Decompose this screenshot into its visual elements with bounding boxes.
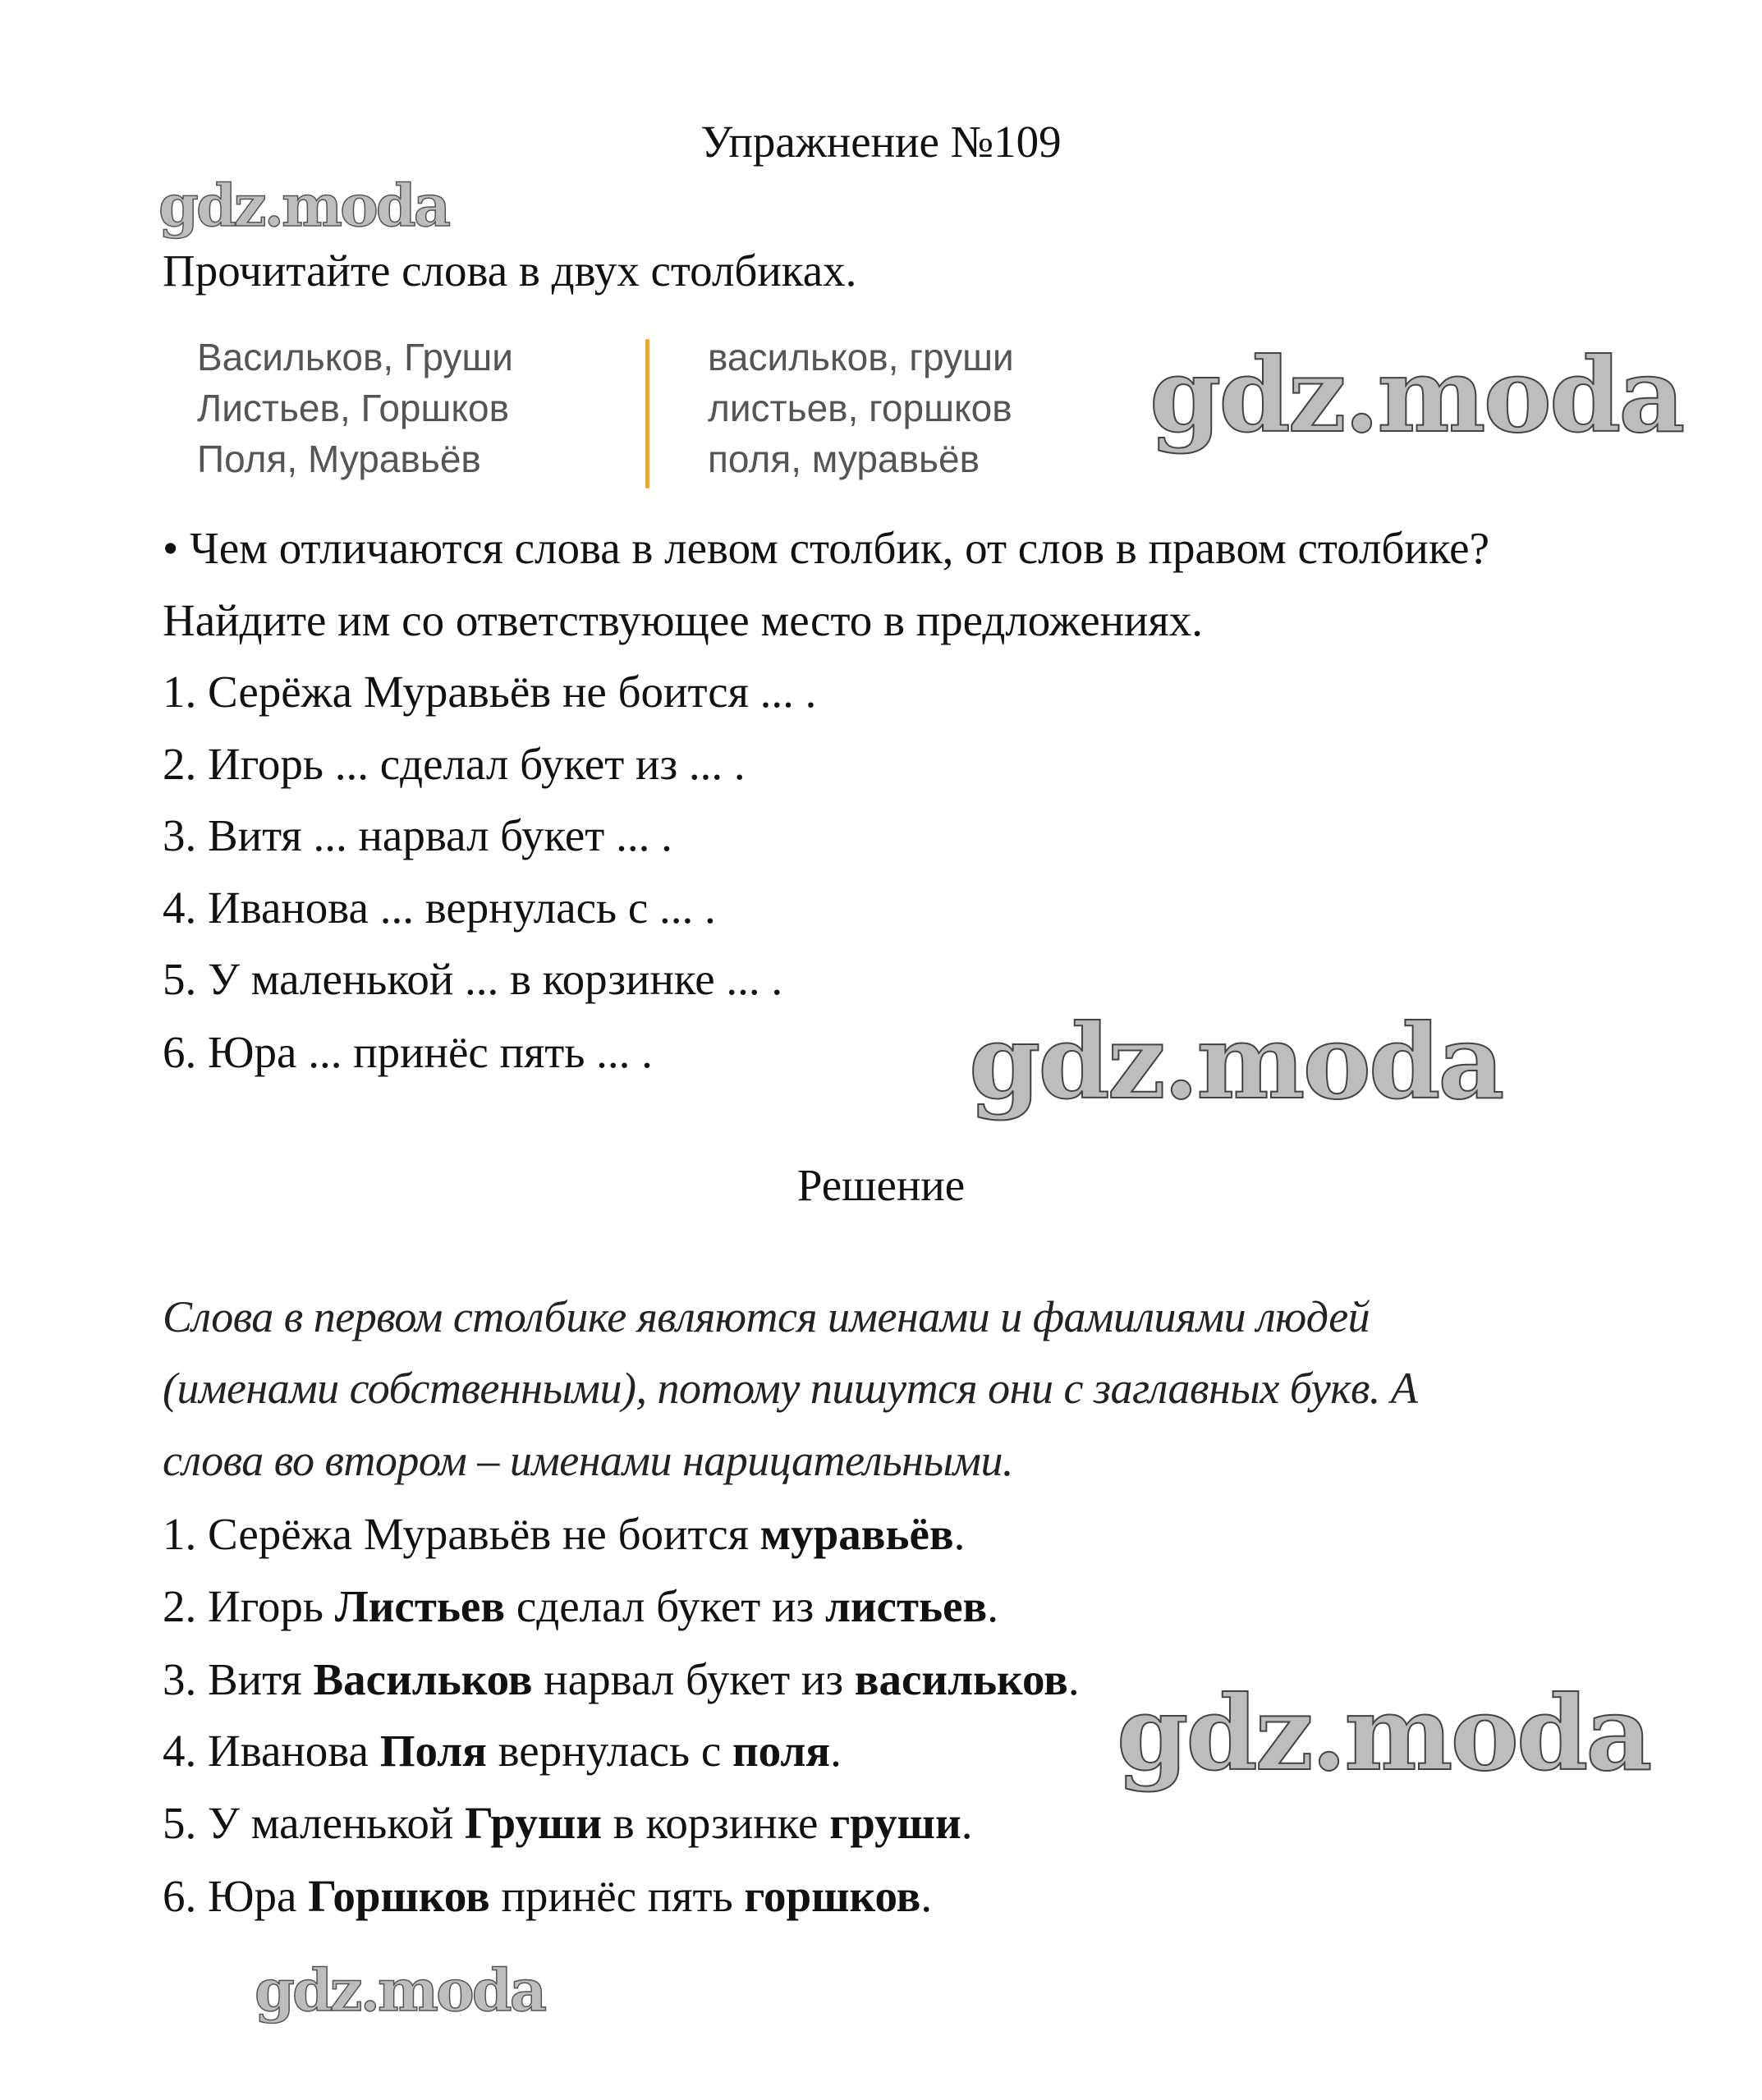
answer-word: Поля xyxy=(379,1726,487,1776)
instruction: Прочитайте слова в двух столбиках. xyxy=(163,245,857,296)
solution-heading: Решение xyxy=(796,1160,966,1210)
answer-line xyxy=(163,1651,1080,1708)
explanation-line: Слова в первом столбике являются именами и фамилиями людей xyxy=(163,1292,1370,1341)
answer-text: . xyxy=(987,1581,998,1631)
answer-word: Васильков xyxy=(313,1654,533,1704)
task: Найдите им со ответствующее место в предложениях. xyxy=(163,595,1204,645)
answer-text: 6. Юра xyxy=(163,1871,309,1921)
answer-word: груши xyxy=(829,1798,961,1848)
watermark: gdz.moda xyxy=(255,1956,545,2024)
answer-text: . xyxy=(953,1509,966,1559)
exercise-title: Упражнение №109 xyxy=(700,117,1062,167)
explanation-line: (именами собственными), потому пишутся они с заглавных букв. А xyxy=(163,1364,1418,1413)
word-row: Листьев, Горшков xyxy=(197,387,510,429)
answer-text: в корзинке xyxy=(602,1798,830,1848)
sentence: 3. Витя ... нарвал букет ... . xyxy=(163,810,672,860)
answer-word: Груши xyxy=(465,1798,603,1848)
right-word-column xyxy=(708,332,1014,484)
word-row: васильков, груши xyxy=(708,336,1014,378)
answer-line xyxy=(163,1506,965,1563)
answer-word: муравьёв xyxy=(759,1509,954,1559)
answer-text: 2. Игорь xyxy=(163,1581,335,1631)
answer-word: васильков xyxy=(854,1654,1068,1704)
answer-line xyxy=(163,1578,998,1635)
answer-word: горшков xyxy=(744,1871,921,1921)
answer-line xyxy=(163,1868,932,1925)
answer-text: . xyxy=(1067,1654,1080,1704)
answer-text: принёс пять xyxy=(489,1871,745,1921)
sentence: 1. Серёжа Муравьёв не боится ... . xyxy=(163,667,817,717)
explanation-line: слова во втором – именами нарицательными. xyxy=(163,1436,1014,1485)
watermark: gdz.moda xyxy=(969,1002,1503,1122)
word-row: Поля, Муравьёв xyxy=(197,438,481,480)
watermark: gdz.moda xyxy=(1149,336,1683,456)
question: • Чем отличаются слова в левом столбик, от слов в правом столбике? xyxy=(163,523,1490,573)
word-row: листьев, горшков xyxy=(708,387,1012,429)
answer-text: 5. У маленькой xyxy=(163,1798,466,1848)
answer-word: Горшков xyxy=(308,1871,490,1921)
sentence: 2. Игорь ... сделал букет из ... . xyxy=(163,739,746,789)
word-row: Васильков, Груши xyxy=(197,336,513,378)
sentence: 6. Юра ... принёс пять ... . xyxy=(163,1027,653,1077)
answer-text: . xyxy=(961,1798,973,1848)
sentence: 5. У маленькой ... в корзинке ... . xyxy=(163,954,783,1004)
answer-word: Листьев xyxy=(334,1581,506,1631)
answer-text: . xyxy=(920,1871,933,1921)
answer-text: 4. Иванова xyxy=(163,1726,380,1776)
left-word-column xyxy=(197,332,513,484)
answer-text: 3. Витя xyxy=(163,1654,314,1704)
watermark: gdz.moda xyxy=(1117,1674,1650,1794)
answer-line xyxy=(163,1795,972,1852)
answer-text: . xyxy=(830,1726,842,1776)
answer-text: нарвал букет из xyxy=(532,1654,855,1704)
answer-word: поля xyxy=(732,1726,831,1776)
answer-word: листьев xyxy=(825,1581,988,1631)
answer-text: вернулась с xyxy=(486,1726,732,1776)
answer-line xyxy=(163,1722,842,1780)
answer-text: сделал букет из xyxy=(505,1581,826,1631)
sentence: 4. Иванова ... вернулась с ... . xyxy=(163,883,716,933)
answer-text: 1. Серёжа Муравьёв не боится xyxy=(163,1509,760,1559)
word-row: поля, муравьёв xyxy=(708,438,980,480)
watermark: gdz.moda xyxy=(158,172,449,240)
column-divider xyxy=(645,339,649,488)
